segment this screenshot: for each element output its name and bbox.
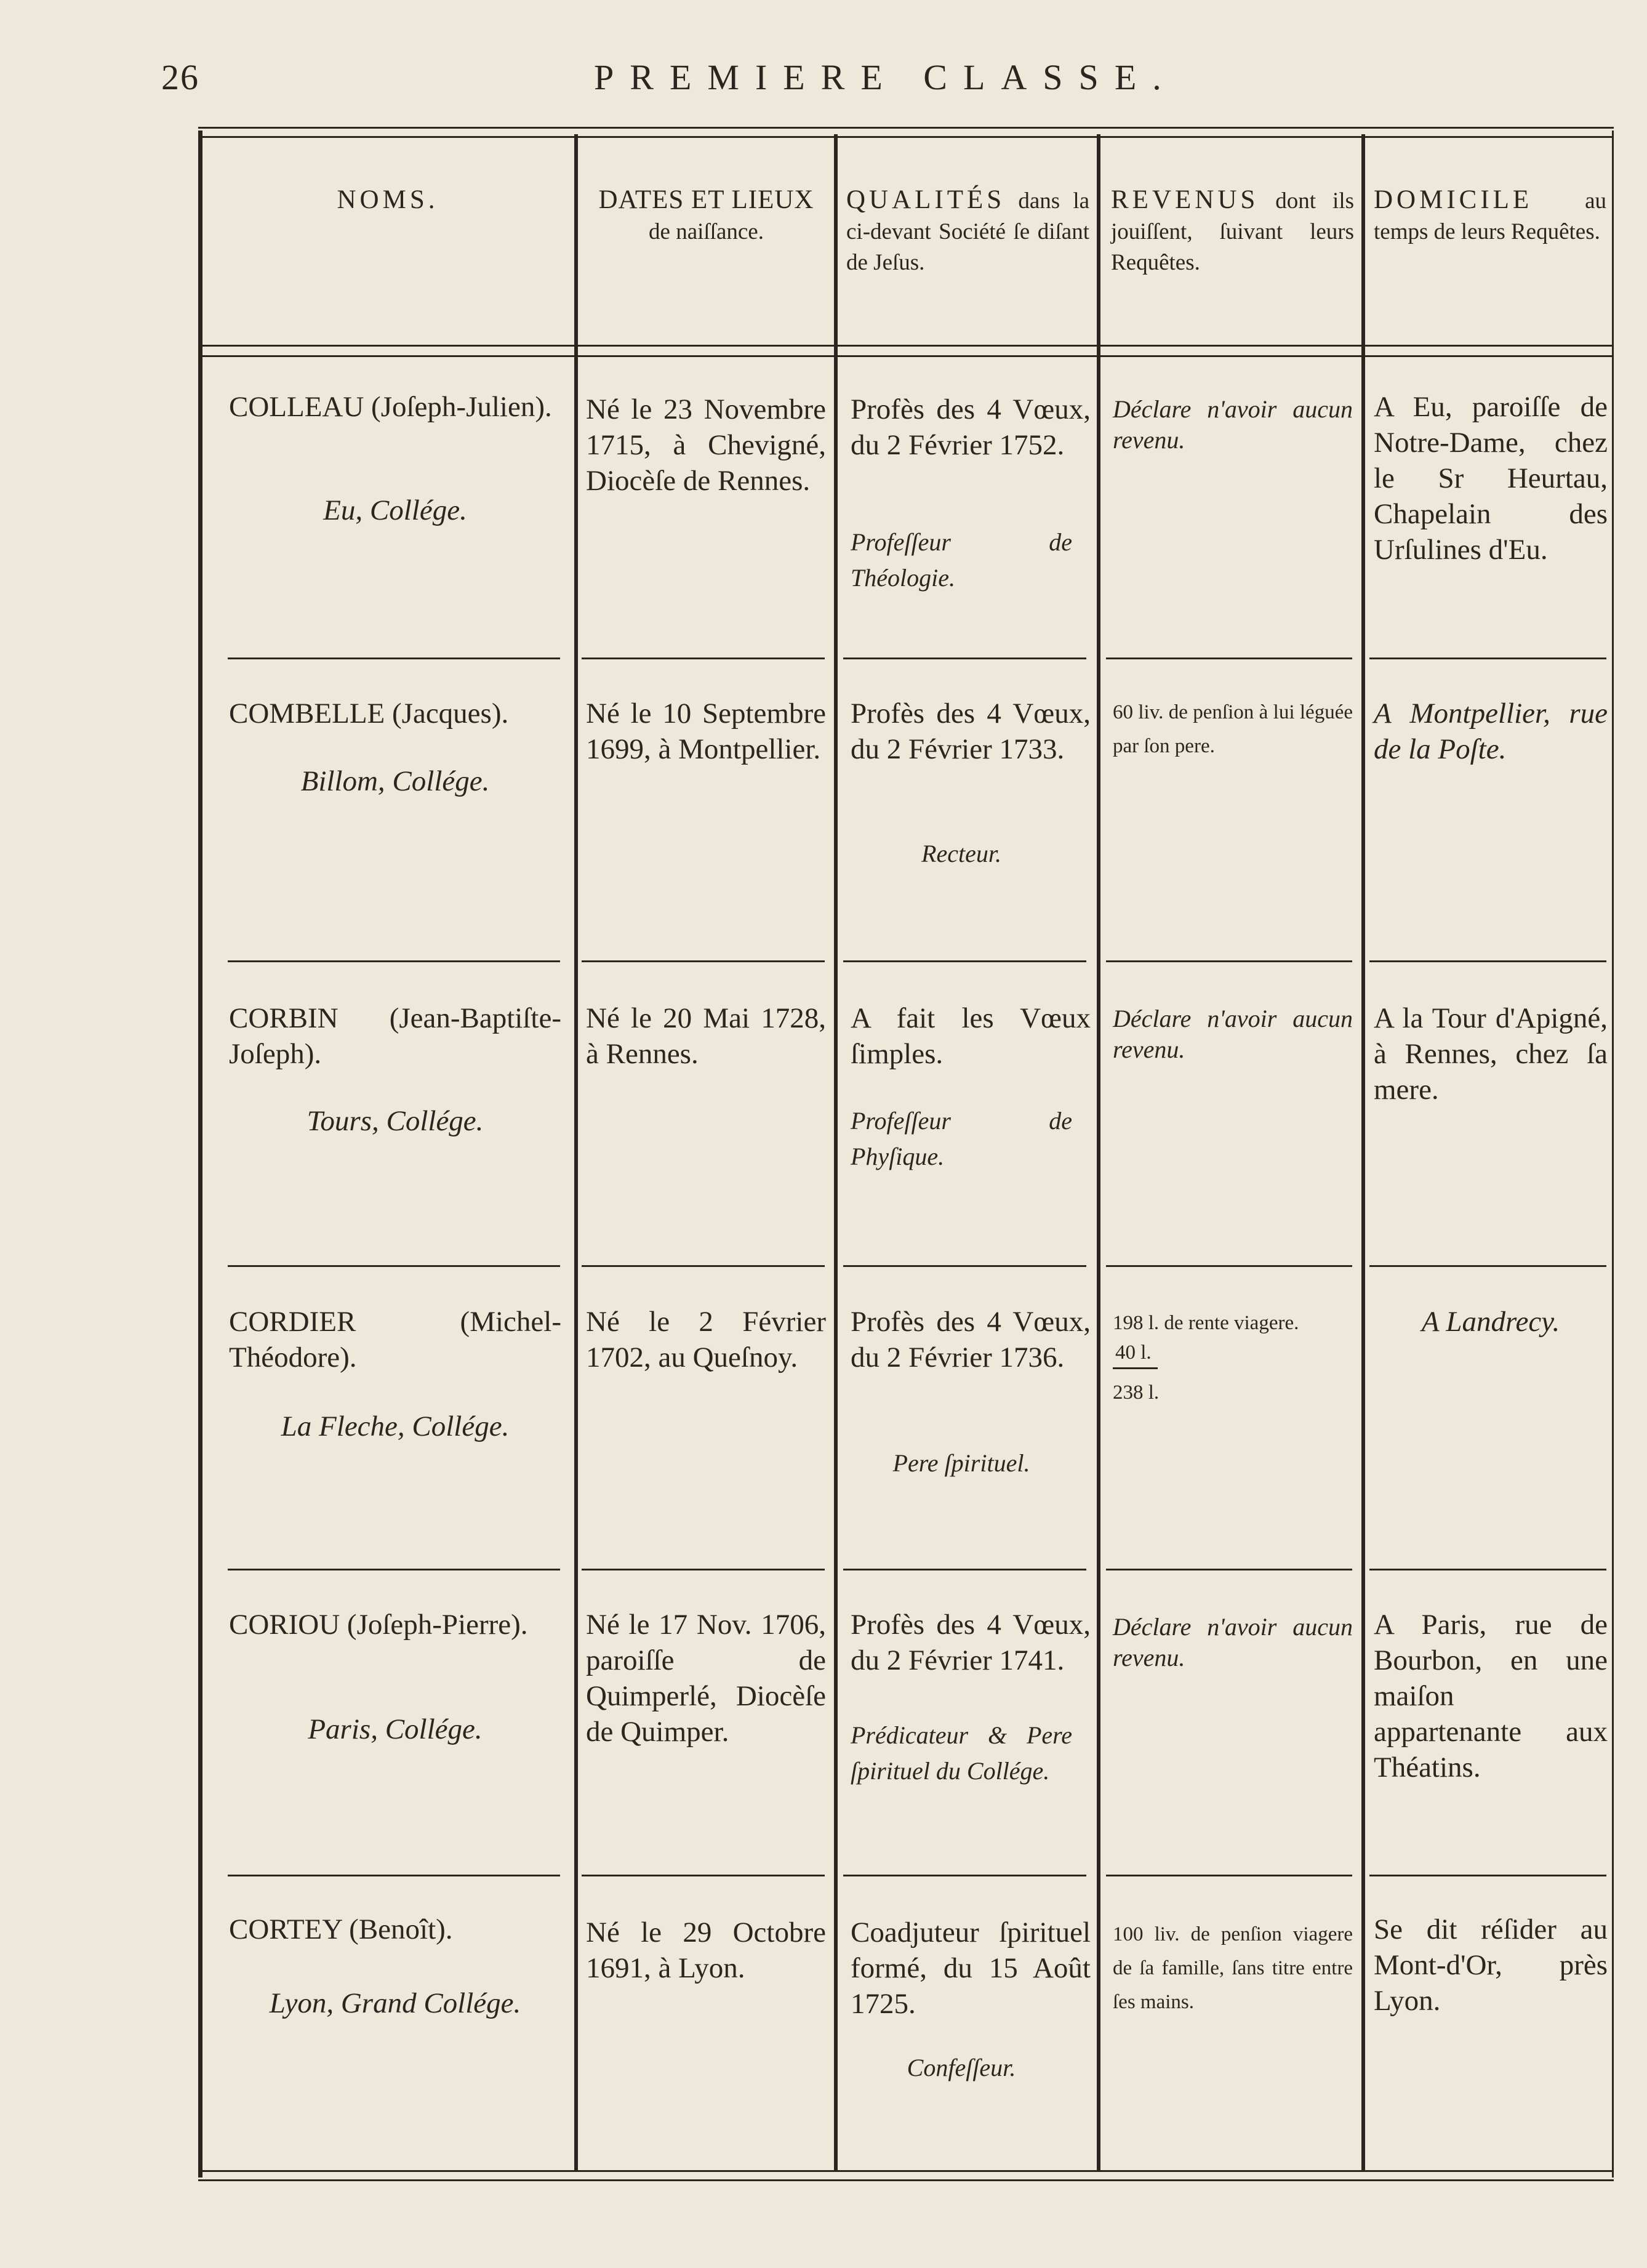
row-separator [1369, 657, 1606, 659]
column-header-noms: NOMS. [337, 185, 439, 214]
row-separator [1369, 1265, 1606, 1267]
row-separator [1106, 657, 1352, 659]
row-separator [1106, 960, 1352, 962]
row-separator [1369, 1875, 1606, 1876]
entry-domicile: A Montpellier, rue de la Poſte. [1374, 698, 1608, 765]
entry-domicile: A Eu, paroiſſe de Notre-Dame, chez le Sr Heurtau, Chapelain des Urſulines d'Eu. [1374, 391, 1608, 566]
entry-role: Confeſſeur. [907, 2054, 1016, 2081]
entry-revenue-add: 40 l. [1113, 1338, 1158, 1369]
entry-birth: Né le 10 Septembre 1699, à Montpellier. [586, 698, 826, 765]
entry-name: COLLEAU (Joſeph-Julien). [229, 391, 552, 423]
row-separator [843, 657, 1086, 659]
row-separator [1106, 1875, 1352, 1876]
row-separator [582, 1569, 825, 1570]
entry-college: La Fleche, Collége. [281, 1410, 510, 1442]
entry-birth: Né le 29 Octobre 1691, à Lyon. [586, 1916, 826, 1984]
row-separator [843, 1569, 1086, 1570]
bottom-double-rule [198, 2170, 1614, 2181]
column-header-domicile: DOMICILE au temps de leurs Requêtes. [1374, 185, 1606, 244]
entry-revenue-block [1113, 1308, 1353, 1407]
column-divider [834, 134, 838, 2170]
row-separator [843, 1265, 1086, 1267]
entry-quality: Profès des 4 Vœux, du 2 Février 1741. [851, 1609, 1091, 1676]
row-separator [228, 657, 560, 659]
entry-name: COMBELLE (Jacques). [229, 698, 509, 730]
row-separator [1369, 1569, 1606, 1570]
column-divider [1097, 134, 1100, 2170]
entry-name: CORIOU (Joſeph-Pierre). [229, 1609, 528, 1641]
entry-college: Lyon, Grand Collége. [269, 1987, 521, 2019]
top-double-rule [198, 127, 1614, 138]
entry-domicile: A Landrecy. [1421, 1306, 1560, 1338]
entry-revenue: 100 liv. de penſion viagere de ſa famille, ſans titre entre ſes mains. [1113, 1923, 1353, 2013]
column-header-revenus: REVENUS dont ils jouiſſent, ſuivant leurs Requêtes. [1111, 185, 1355, 275]
column-divider [574, 134, 578, 2170]
column-header-qualites: QUALITÉS dans la ci-devant Société ſe diſant de Jeſus. [846, 185, 1090, 275]
entry-quality: A fait les Vœux ſimples. [851, 1002, 1091, 1070]
row-separator [582, 1265, 825, 1267]
row-separator [228, 1875, 560, 1876]
entry-quality: Profès des 4 Vœux, du 2 Février 1733. [851, 698, 1091, 765]
row-separator [582, 657, 825, 659]
row-separator [228, 960, 560, 962]
entry-role: Prédicateur & Pere ſpirituel du Collége. [851, 1721, 1072, 1785]
entry-revenue-total: 238 l. [1113, 1381, 1160, 1404]
row-separator [843, 960, 1086, 962]
page-number: 26 [161, 57, 199, 97]
entry-quality: Profès des 4 Vœux, du 2 Février 1752. [851, 393, 1091, 461]
row-separator [228, 1265, 560, 1267]
entry-birth: Né le 2 Février 1702, au Queſnoy. [586, 1306, 826, 1373]
page-header [0, 57, 1647, 112]
entry-college: Eu, Collége. [323, 494, 467, 526]
entry-domicile: Se dit réſider au Mont-d'Or, près Lyon. [1374, 1913, 1608, 2017]
entry-revenue: Déclare n'avoir aucun revenu. [1113, 1613, 1353, 1671]
column-divider [1361, 134, 1365, 2170]
entry-role: Profeſſeur de Phyſique. [851, 1107, 1072, 1170]
row-separator [1369, 960, 1606, 962]
entry-revenue: 198 l. de rente viagere. [1113, 1312, 1299, 1334]
entry-role: Profeſſeur de Théologie. [851, 528, 1072, 592]
entry-revenue: Déclare n'avoir aucun revenu. [1113, 395, 1353, 454]
entry-revenue: 60 liv. de penſion à lui léguée par ſon pere. [1113, 701, 1353, 757]
entry-role: Recteur. [921, 840, 1001, 867]
entry-role: Pere ſpirituel. [892, 1449, 1030, 1477]
entry-birth: Né le 17 Nov. 1706, paroiſſe de Quimperlé, Diocèſe de Quimper. [586, 1609, 826, 1748]
entry-domicile: A la Tour d'Apigné, à Rennes, chez ſa mere. [1374, 1002, 1608, 1106]
entry-birth: Né le 23 Novembre 1715, à Chevigné, Diocèſe de Rennes. [586, 393, 826, 497]
row-separator [582, 960, 825, 962]
row-separator [1106, 1569, 1352, 1570]
row-separator [228, 1569, 560, 1570]
entry-quality: Coadjuteur ſpirituel formé, du 15 Août 1725. [851, 1916, 1091, 2020]
entry-domicile: A Paris, rue de Bourbon, en une maiſon appartenante aux Théatins. [1374, 1609, 1608, 1783]
entry-revenue: Déclare n'avoir aucun revenu. [1113, 1005, 1353, 1063]
row-separator [1106, 1265, 1352, 1267]
entry-college: Paris, Collége. [308, 1713, 483, 1745]
row-separator [582, 1875, 825, 1876]
column-header-dates: DATES ET LIEUX de naiſſance. [598, 185, 814, 244]
entry-name: CORBIN (Jean-Baptiſte-Joſeph). [229, 1002, 561, 1070]
entry-college: Tours, Collége. [307, 1105, 484, 1137]
row-separator [843, 1875, 1086, 1876]
entry-college: Billom, Collége. [300, 765, 490, 797]
running-title: PREMIERE CLASSE. [594, 57, 1177, 97]
entry-name: CORTEY (Benoît). [229, 1913, 453, 1945]
entry-name: CORDIER (Michel-Théodore). [229, 1306, 561, 1373]
header-double-rule [198, 345, 1614, 357]
entry-quality: Profès des 4 Vœux, du 2 Février 1736. [851, 1306, 1091, 1373]
entry-birth: Né le 20 Mai 1728, à Rennes. [586, 1002, 826, 1070]
